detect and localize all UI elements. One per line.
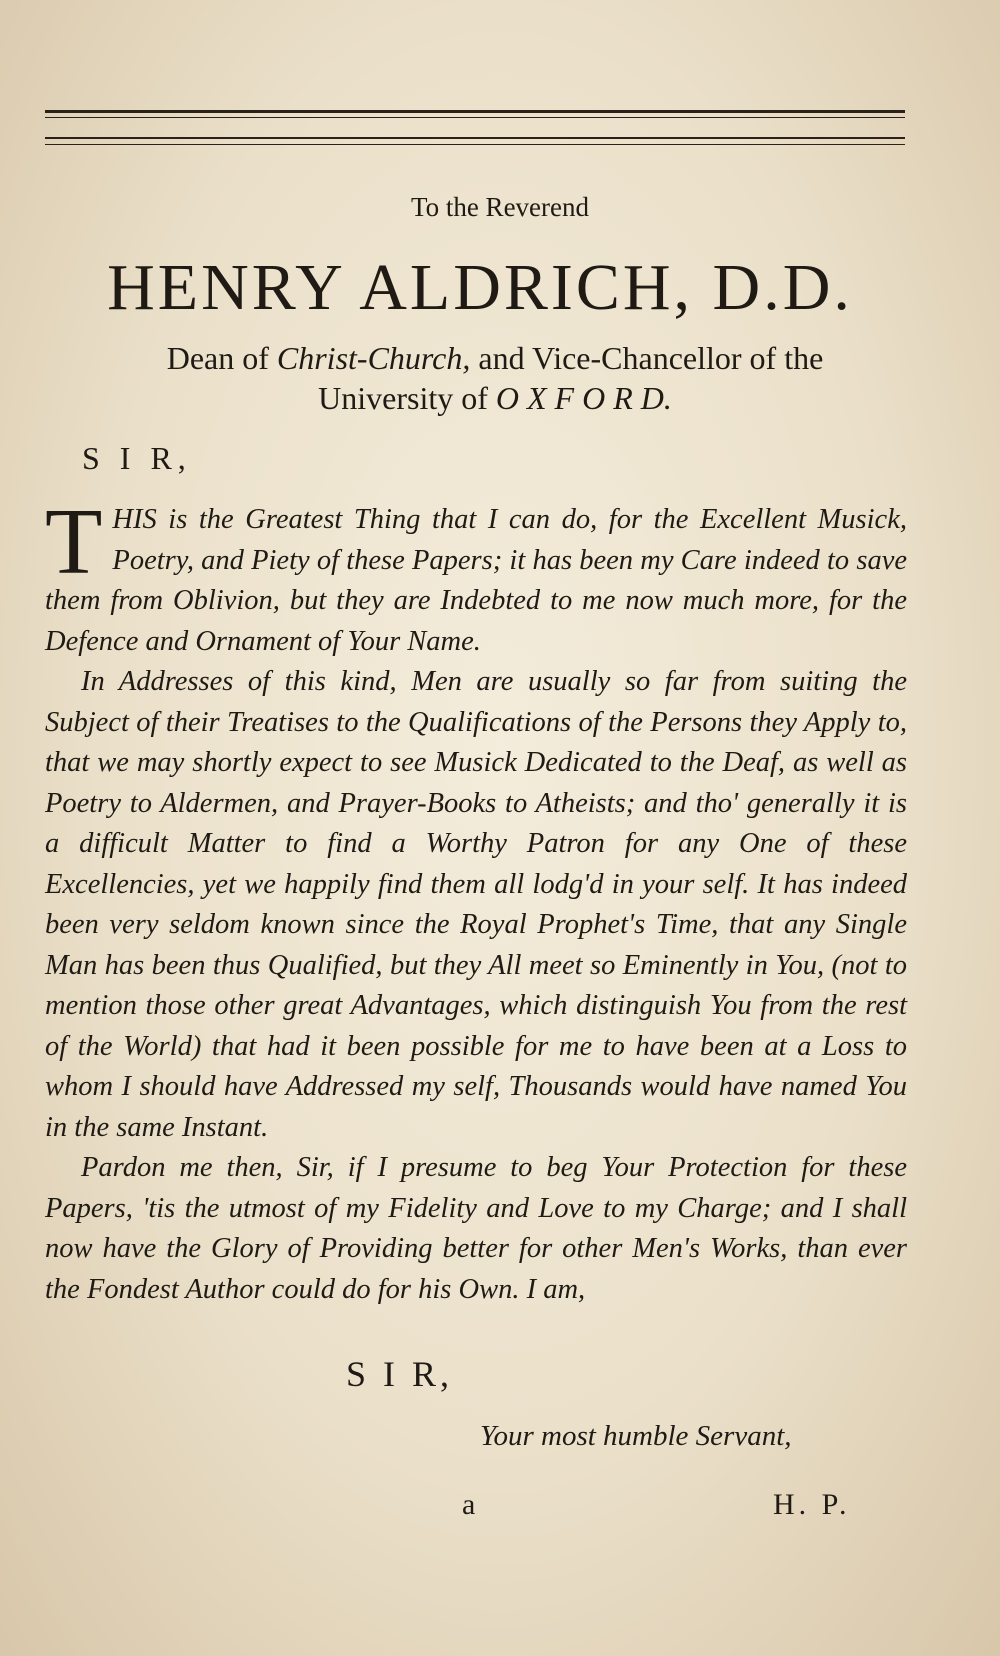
signature-mark: a [462, 1488, 476, 1521]
drop-cap: T [45, 490, 103, 594]
title-line-1 [80, 338, 910, 378]
paragraph-1-text: HIS is the Greatest Thing that I can do, for the Excellent Musick, Poetry, and Piety of these Papers; it has been my Care indeed to save them from Oblivion, but they are Indebted to me now much more, for the Defence and Ornament of Your Name. [45, 504, 907, 657]
top-rule [45, 110, 905, 113]
title-line-2-pre: University of [318, 380, 496, 416]
top-rule-thin [45, 117, 905, 118]
title-line-2-italic: O X F O R D. [495, 380, 672, 416]
second-rule [45, 137, 905, 139]
dedicatee-name: HENRY ALDRICH, D.D. [107, 251, 853, 324]
dedicatee-title [80, 338, 910, 418]
to-the-reverend: To the Reverend [410, 192, 590, 222]
paragraph-1 [45, 490, 907, 662]
title-line-1-post: and Vice-Chancellor of the [470, 340, 824, 376]
title-line-2 [80, 378, 910, 418]
dedication-body [45, 490, 907, 1310]
paragraph-2: In Addresses of this kind, Men are usually so far from suiting the Subject of their Treatises to the Qualifications of the Persons they Apply to, that we may shortly expect to see Musick Dedicated to the Deaf, as well as Poetry to Aldermen, and Prayer-Books to Atheists; and tho' generally it is a difficult Matter to find a Worthy Patron for any One of these Excellencies, yet we happily find them all lodg'd in your self. It has indeed been very seldom known since the Royal Prophet's Time, that any Single Man has been thus Qualified, but they All meet so Eminently in You, (not to mention those other great Advantages, which distinguish You from the rest of the World) that had it been possible for me to have been at a Loss to whom I should have Addressed my self, Thousands would have named You in the same Instant. [45, 666, 907, 1143]
paragraph-3: Pardon me then, Sir, if I presume to beg Your Protection for these Papers, 'tis the utmost of my Fidelity and Love to my Charge; and I shall now have the Glory of Providing better for other Men's Works, than ever the Fondest Author could do for his Own. I am, [45, 1152, 907, 1305]
closing-servant: Your most humble Servant, [480, 1420, 792, 1452]
salutation: S I R, [82, 440, 192, 476]
closing-salutation: S I R, [346, 1354, 454, 1394]
second-rule-thin [45, 144, 905, 145]
signature-initials: H. P. [773, 1488, 851, 1521]
title-line-1-pre: Dean of [166, 340, 277, 376]
title-line-1-italic: Christ-Church, [276, 340, 471, 376]
